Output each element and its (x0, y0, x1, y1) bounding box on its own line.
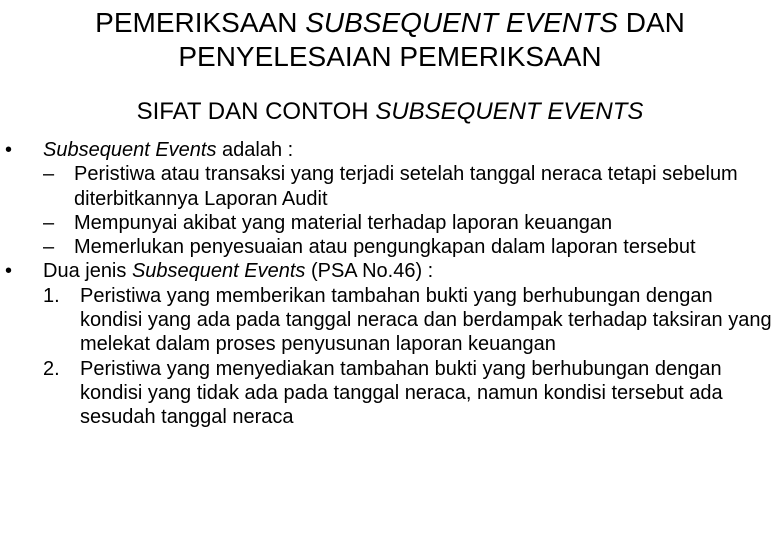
bullet-marker: • (5, 139, 13, 161)
slide-content (0, 138, 780, 430)
numbered-item: 1. Peristiwa yang memberikan tambahan bukti yang berhubungan dengan kondisi yang ada pada tanggal neraca dan berdampak terhadap taksiran yang melekat dalam proses penyusunan laporan keuangan (43, 284, 772, 356)
slide-title-line-1: PEMERIKSAAN SUBSEQUENT EVENTS DAN (95, 7, 685, 38)
bullet-marker: • (5, 260, 13, 283)
sub-item: – Peristiwa atau transaksi yang terjadi setelah tanggal neraca tetapi sebelum diterbitkannya Laporan Audit (43, 163, 738, 210)
number-marker: 1. (43, 284, 60, 307)
numbered-item: 2. Peristiwa yang menyediakan tambahan bukti yang berhubungan dengan kondisi yang tidak ada pada tanggal neraca, namun kondisi tersebut ada sesudah tanggal neraca (43, 357, 723, 429)
number-marker: 2. (43, 357, 60, 380)
dash-marker: – (43, 236, 55, 259)
dash-marker: – (43, 163, 55, 186)
slide-title-line-2: PENYELESAIAN PEMERIKSAAN (178, 41, 602, 72)
sub-item: – Mempunyai akibat yang material terhadap laporan keuangan (43, 211, 613, 234)
slide-subtitle: SIFAT DAN CONTOH SUBSEQUENT EVENTS (136, 98, 644, 125)
bullet-item-types: • Dua jenis Subsequent Events (PSA No.46) : (5, 260, 434, 283)
slide-title (0, 6, 780, 74)
bullet-item-definition: • Subsequent Events adalah : (5, 139, 294, 161)
sub-item: – Memerlukan penyesuaian atau pengungkapan dalam laporan tersebut (43, 236, 696, 259)
dash-marker: – (43, 211, 55, 234)
